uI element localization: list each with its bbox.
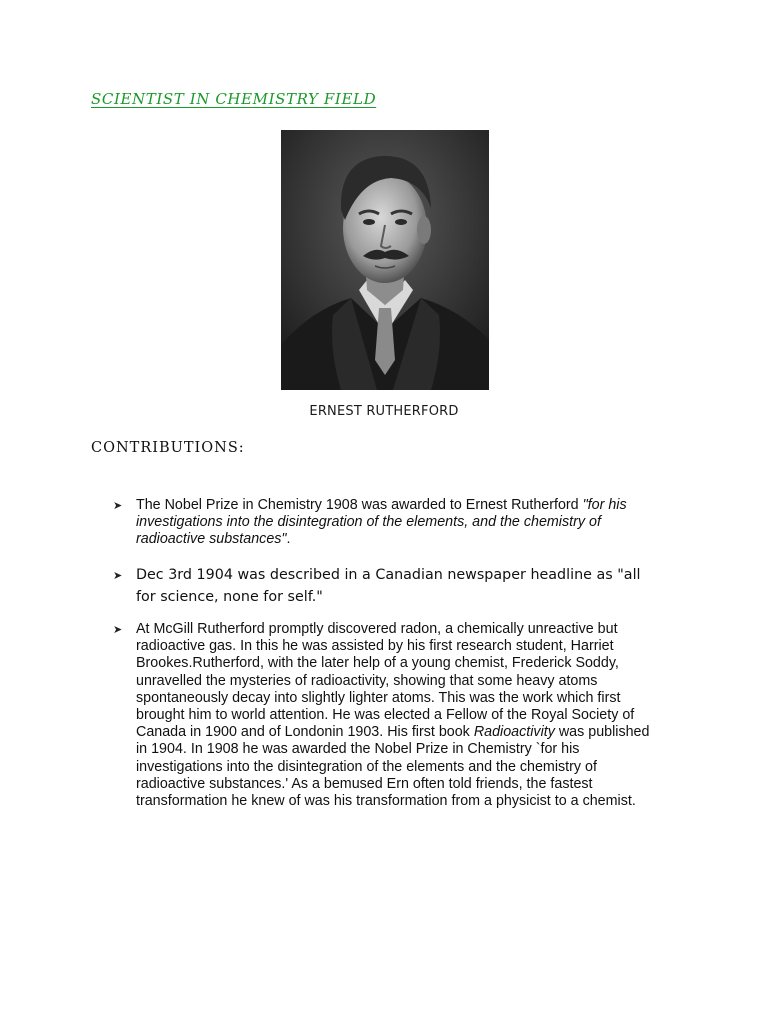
list-item-quote: "for his investigations into the disintegration of the elements, and the chemistry of radioactive substances" xyxy=(136,497,627,548)
arrowhead-bullet-icon: ➤ xyxy=(113,570,123,582)
list-item xyxy=(113,621,663,810)
list-item-text: Dec 3rd 1904 was described in a Canadian newspaper headline as "all for science, none for self." xyxy=(136,567,641,605)
list-item-part2: was published in 1904. In 1908 he was awarded the Nobel Prize in Chemistry `for his investigations into the disintegration of the elements and the chemistry of radioactive substances.' As a bemused Ern often told friends, the fastest transformation he knew of was his transformation from a physicist to a chemist. xyxy=(136,724,650,810)
contributions-heading: CONTRIBUTIONS: xyxy=(91,440,245,456)
portrait-illustration xyxy=(281,130,489,390)
list-item xyxy=(113,565,653,608)
page-title: SCIENTIST IN CHEMISTRY FIELD xyxy=(91,90,377,108)
book-title: Radioactivity xyxy=(473,724,555,741)
arrowhead-bullet-icon: ➤ xyxy=(113,624,123,636)
portrait-caption: ERNEST RUTHERFORD xyxy=(309,404,459,419)
portrait-photo xyxy=(281,130,489,390)
list-item-part1: At McGill Rutherford promptly discovered radon, a chemically unreactive but radioactive gas. In this he was assisted by his first research student, Harriet Brookes.Rutherford, with the later help of a young chemist, Frederick Soddy, unravelled the mysteries of radioactivity, showing that some heavy atoms spontaneously decay into slightly lighter atoms. This was the work which first brought him to world attention. He was elected a Fellow of the Royal Society of Canada in 1900 and of Londonin 1903. His first book xyxy=(136,621,635,741)
list-item-end: . xyxy=(286,531,291,548)
list-item-text xyxy=(136,621,663,810)
list-item-text xyxy=(136,497,653,549)
arrowhead-bullet-icon: ➤ xyxy=(113,500,123,512)
list-item-lead: The Nobel Prize in Chemistry 1908 was awarded to Ernest Rutherford xyxy=(136,497,583,513)
list-item xyxy=(113,497,653,549)
